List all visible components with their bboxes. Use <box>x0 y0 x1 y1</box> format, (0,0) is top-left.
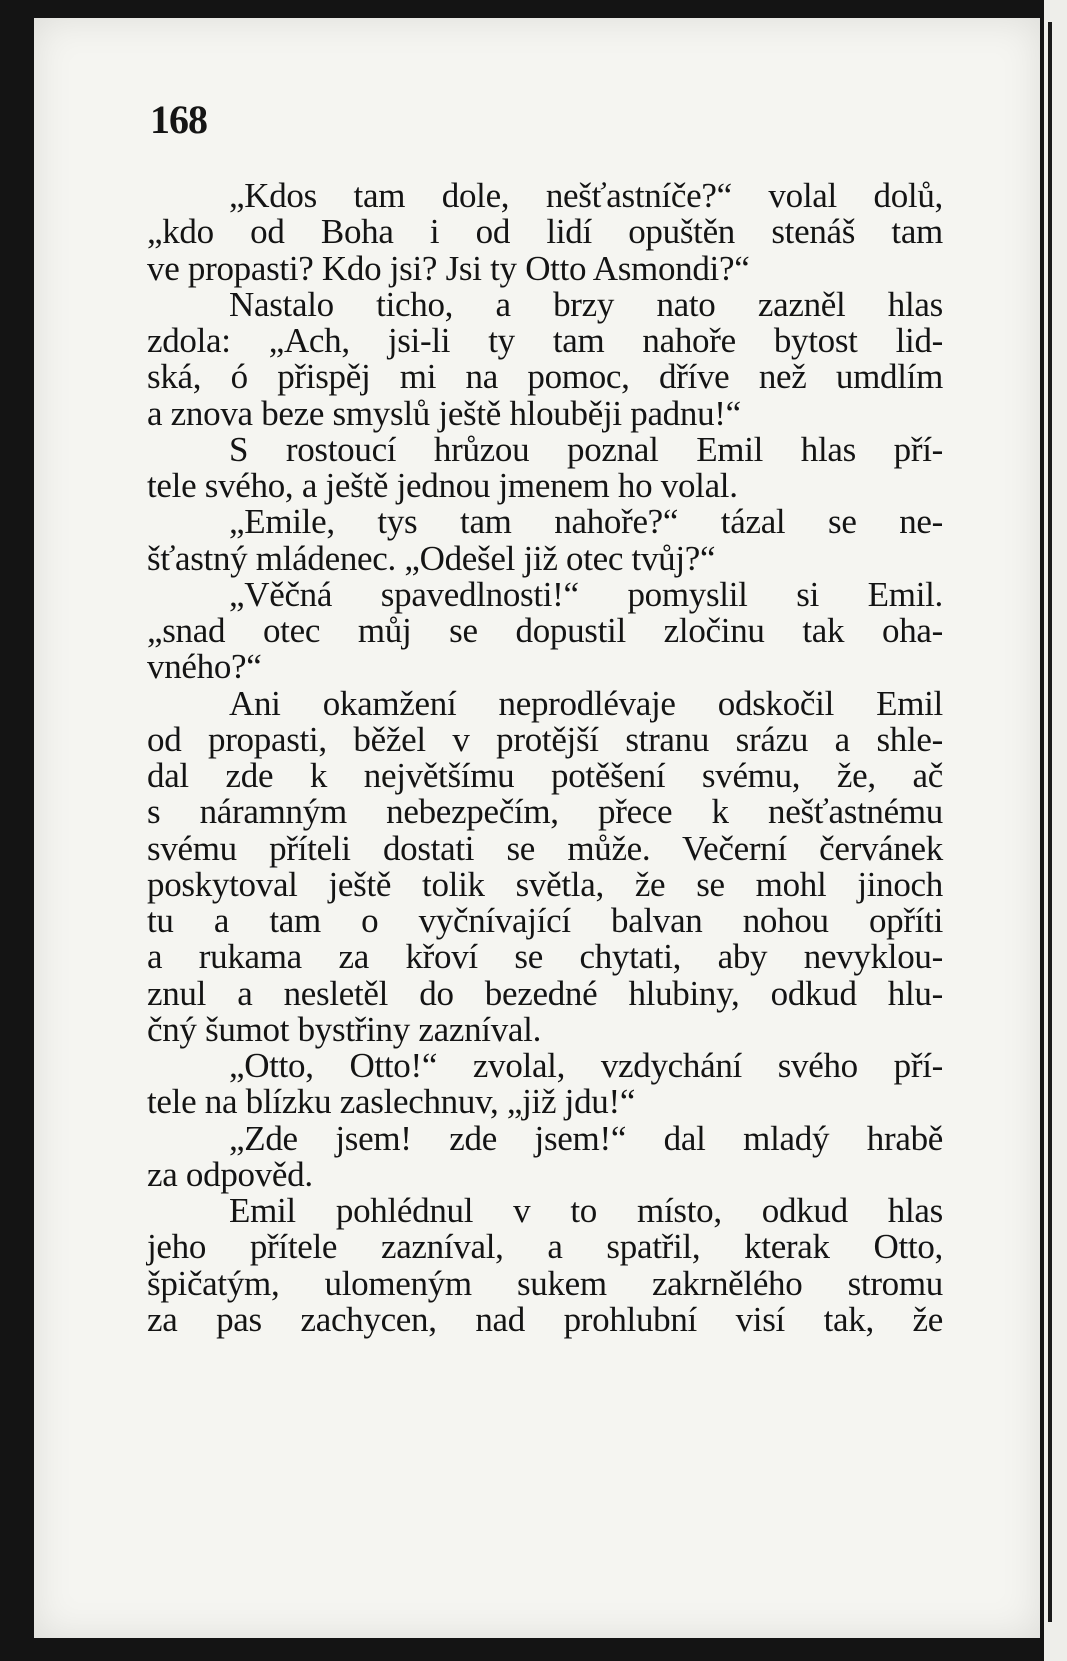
text-line: zdola: „Ach, jsi-li ty tam nahoře bytost lid- <box>147 321 943 360</box>
text-line: „Kdos tam dole, nešťastníče?“ volal dolů, <box>229 176 943 215</box>
text-line: poskytoval ještě tolik světla, že se mohl jinoch <box>147 864 943 904</box>
text-line: šťastný mládenec. „Odešel již otec tvůj?“ <box>147 538 716 578</box>
text-line: a rukama za křoví se chytati, aby nevyklou- <box>147 937 943 977</box>
text-line: jeho přítele zazníval, a spatřil, kterak Otto, <box>147 1227 943 1267</box>
text-line: tele svého, a ještě jednou jmenem ho volal. <box>147 466 738 505</box>
text-line: za pas zachycen, nad prohlubní visí tak, že <box>147 1299 943 1339</box>
text-line: ská, ó přispěj mi na pomoc, dříve než umdlím <box>147 357 943 397</box>
text-line: „Věčná spavedlnosti!“ pomyslil si Emil. <box>229 574 943 614</box>
text-line: „kdo od Boha i od lidí opuštěn stenáš tam <box>147 212 943 252</box>
text-line: „Zde jsem! zde jsem!“ dal mladý hrabě <box>229 1118 943 1158</box>
text-line: s náramným nebezpečím, přece k nešťastnému <box>147 792 943 832</box>
text-line: čný šumot bystřiny zazníval. <box>147 1009 542 1049</box>
text-line: „Otto, Otto!“ zvolal, vzdychání svého pří- <box>229 1046 943 1085</box>
text-line: znul a nesletěl do bezedné hlubiny, odkud hlu- <box>147 973 943 1013</box>
text-line: tele na blízku zaslechnuv, „již jdu!“ <box>147 1082 636 1122</box>
text-line: Emil pohlédnul v to místo, odkud hlas <box>229 1191 943 1230</box>
text-line: „Emile, tys tam nahoře?“ tázal se ne- <box>229 502 943 542</box>
text-line: a znova beze smyslů ještě hlouběji padnu!“ <box>147 393 741 433</box>
text-line: S rostoucí hrůzou poznal Emil hlas pří- <box>229 429 943 469</box>
text-line: Nastalo ticho, a brzy nato zazněl hlas <box>229 284 943 324</box>
text-line: svému příteli dostati se může. Večerní červánek <box>147 828 943 868</box>
text-line: Ani okamžení neprodlévaje odskočil Emil <box>229 683 943 723</box>
body-text <box>147 178 943 1338</box>
text-line: vného?“ <box>147 647 262 687</box>
page-edge-shadow <box>1048 22 1052 1622</box>
page-number: 168 <box>150 97 207 142</box>
text-line: „snad otec můj se dopustil zločinu tak oha- <box>147 611 943 650</box>
text-line: špičatým, ulomeným sukem zakrnělého stromu <box>147 1263 943 1303</box>
text-line: za odpověd. <box>147 1154 313 1194</box>
text-line: ve propasti? Kdo jsi? Jsi ty Otto Asmondi?“ <box>147 248 750 288</box>
text-line: od propasti, běžel v protější stranu srázu a shle- <box>147 719 943 759</box>
text-line: tu a tam o vyčnívající balvan nohou opříti <box>147 901 943 940</box>
text-line: dal zde k největšímu potěšení svému, že, ač <box>147 756 943 795</box>
